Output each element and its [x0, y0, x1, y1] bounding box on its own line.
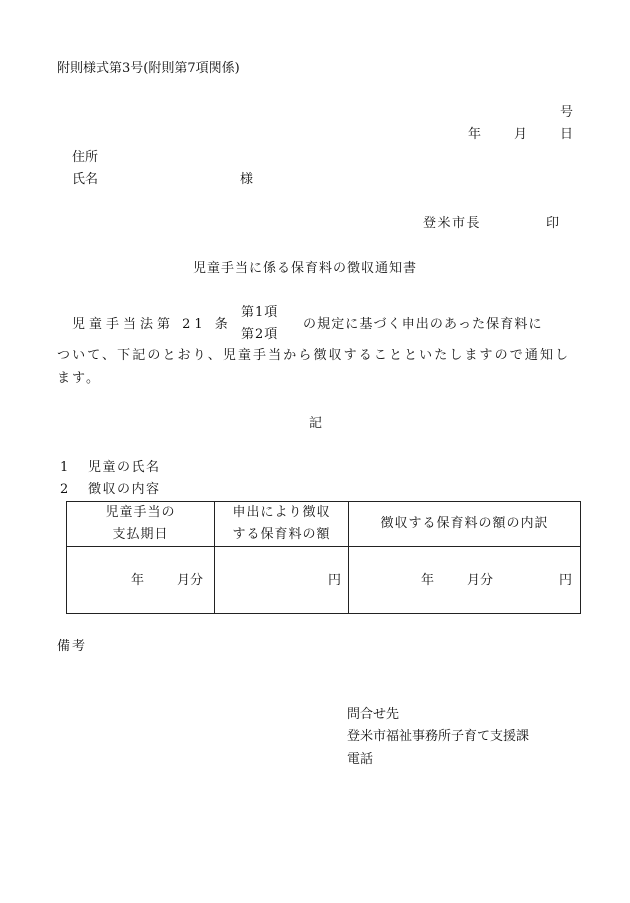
remarks-label: 備考 [57, 639, 88, 654]
number-label: 号 [560, 105, 574, 120]
date-month: 月 [514, 127, 528, 142]
item-1-number: 1 [60, 460, 69, 475]
cell-breakdown-yen: 円 [559, 573, 573, 588]
contact-title: 問合せ先 [347, 707, 400, 722]
body-tail-1: の規定に基づく申出のあった保育料に [303, 317, 543, 332]
seal: 印 [546, 216, 560, 231]
document-title: 児童手当に係る保育料の徴収通知書 [193, 261, 418, 276]
ki-heading: 記 [309, 416, 323, 431]
body-line-3: ます。 [57, 371, 101, 386]
body-line-2: ついて、下記のとおり、児童手当から徴収することといたしますので通知し [57, 348, 571, 363]
table-header-row [67, 502, 581, 547]
honorific: 様 [240, 172, 254, 187]
header-payment-date: 児童手当の 支払期日 [67, 502, 215, 547]
contact-phone: 電話 [347, 752, 374, 767]
date-day: 日 [560, 127, 574, 142]
header-requested-amount: 申出により徴収 する保育料の額 [215, 502, 349, 547]
item-1-label: 児童の氏名 [88, 460, 161, 475]
address-label: 住所 [72, 150, 99, 165]
issuer: 登米市長 [423, 216, 482, 231]
item-2-number: 2 [60, 482, 69, 497]
body-option-2: 第2項 [241, 327, 279, 342]
cell-year: 年 [131, 573, 145, 588]
header-breakdown: 徴収する保育料の額の内訳 [349, 502, 581, 547]
item-2-label: 徴収の内容 [88, 482, 161, 497]
cell-requested-amount [215, 547, 349, 614]
date-year: 年 [468, 127, 482, 142]
cell-yen: 円 [328, 573, 342, 588]
name-label: 氏名 [72, 172, 99, 187]
cell-breakdown [349, 547, 581, 614]
cell-payment-date [67, 547, 215, 614]
body-option-1: 第1項 [241, 305, 279, 320]
cell-breakdown-year: 年 [421, 573, 435, 588]
body-lead: 児童手当法第 21 条 [72, 317, 232, 332]
contact-department: 登米市福祉事務所子育て支援課 [347, 729, 530, 744]
collection-table [66, 501, 581, 614]
cell-month: 月分 [177, 573, 204, 588]
form-id: 附則様式第3号(附則第7項関係) [57, 61, 240, 76]
cell-breakdown-month: 月分 [467, 573, 494, 588]
table-row [67, 547, 581, 614]
